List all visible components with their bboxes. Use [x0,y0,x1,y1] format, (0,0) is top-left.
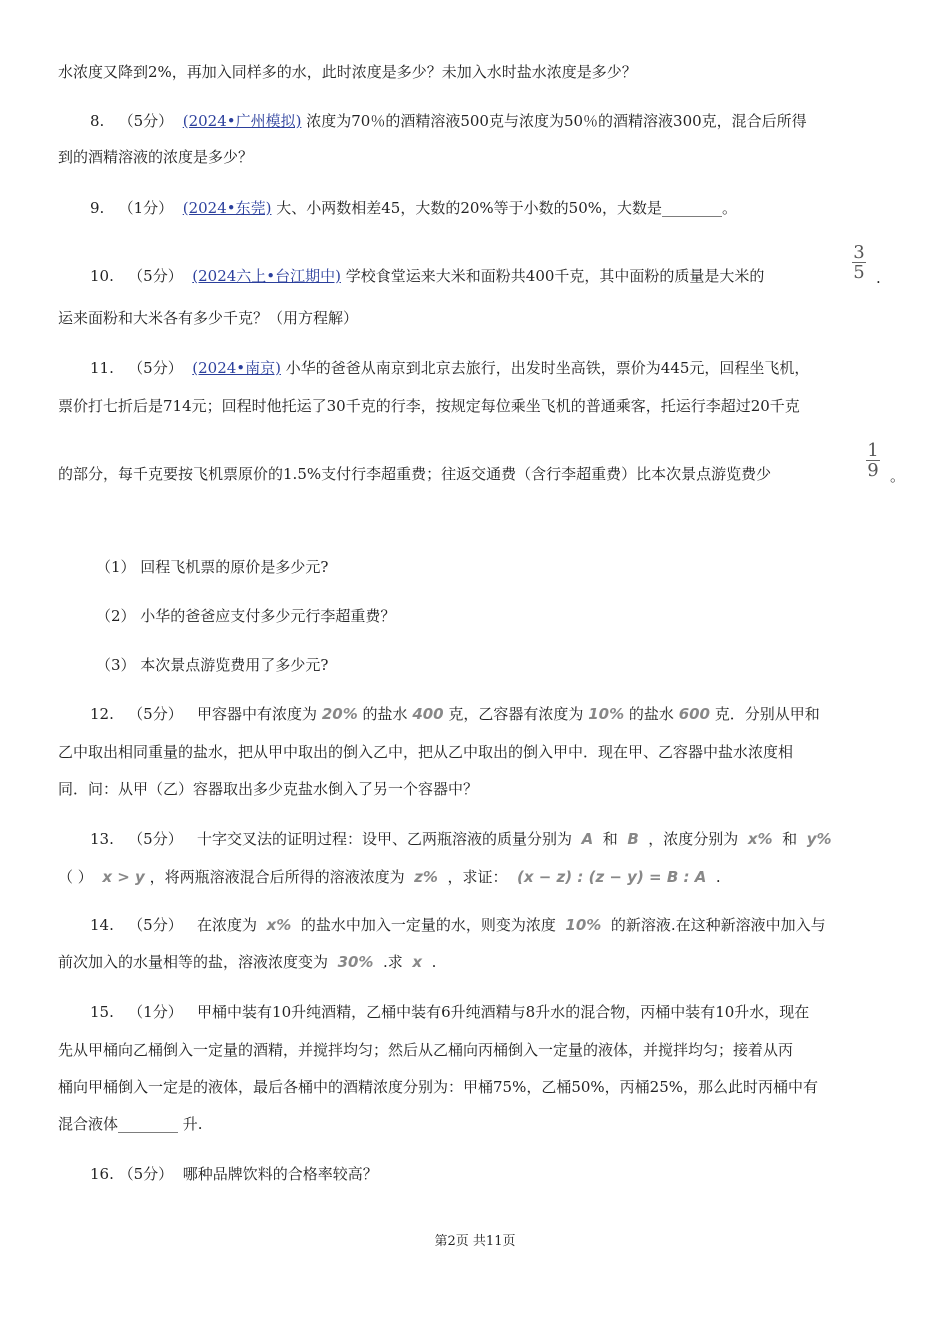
fraction-1-9 [866,442,880,479]
question-text: 甲桶中装有10升纯酒精，乙桶中装有6升纯酒精与8升水的混合物，丙桶中装有10升水，现在 [197,1003,810,1021]
math-term: y% [806,830,832,848]
score: （1分） [118,199,174,217]
punctuation: 。 [890,467,906,485]
question-text: 的盐水 [628,705,674,723]
source-link[interactable]: (2024•广州模拟) [182,112,302,130]
score: （5分） [128,705,183,723]
score: （5分） [128,916,183,934]
question-number: 12. [90,705,114,723]
source-link[interactable]: (2024六上•台江期中) [192,267,341,285]
question-text: 的盐水中加入一定量的水，则变为浓度 [300,916,556,934]
question-14 [90,915,826,935]
question-text: 在浓度为 [197,916,258,934]
question-number: 9. [90,199,105,217]
question-14-line2 [58,952,436,972]
math-equation: (x − z) : (z − y) = B : A [517,868,707,886]
question-text: 的新溶液.在这种新溶液中加入与 [610,916,826,934]
math-term: x > y [102,868,145,886]
question-text: 大、小两数相差45，大数的20%等于小数的50%，大数是________。 [276,199,738,217]
denominator: 5 [853,262,865,283]
score: （5分） [128,359,183,377]
math-term: B [627,830,639,848]
question-16 [90,1164,378,1184]
answer-blank[interactable]: （ ） [58,868,93,886]
question-9 [90,198,737,218]
question-11-line2: 票价打七折后是714元；回程时他托运了30千克的行李，按规定每位乘坐飞机的普通乘客，托运行李超过20千克 [58,397,800,415]
question-text: 学校食堂运来大米和面粉共400千克，其中面粉的质量是大米的 [345,267,765,285]
question-text: ，求证： [447,868,508,886]
question-10-line2: 运来面粉和大米各有多少千克？（用方程解） [58,309,359,327]
math-term: 600 [678,705,710,723]
question-15-line4: 混合液体________ 升. [58,1115,203,1133]
question-13-line2 [58,867,721,887]
math-term: x [412,953,423,971]
question-text: 浓度为70％的酒精溶液500克与浓度为50％的酒精溶液300克，混合后所得 [306,112,807,130]
question-12-line2: 乙中取出相同重量的盐水，把从甲中取出的倒入乙中，把从乙中取出的倒入甲中．现在甲、乙容器中盐水浓度相 [58,743,794,761]
question-8-line2: 到的酒精溶液的浓度是多少？ [58,148,254,166]
numerator: 3 [853,242,865,263]
question-text: 小华的爸爸从南京到北京去旅行，出发时坐高铁，票价为445元，回程坐飞机， [285,359,810,377]
question-text: 克．分别从甲和 [714,705,820,723]
score: （5分） [128,267,183,285]
question-text: ，将两瓶溶液混合后所得的溶液浓度为 [149,868,405,886]
question-10 [90,266,764,286]
fraction-3-5 [852,244,866,281]
question-15-line2: 先从甲桶向乙桶倒入一定量的酒精，并搅拌均匀；然后从乙桶向丙桶倒入一定量的液体，并搅拌均匀；接着从丙 [58,1041,794,1059]
question-number: 16. [90,1165,114,1183]
punctuation: . [876,269,881,287]
question-15-line3: 桶向甲桶倒入一定是的液体，最后各桶中的酒精浓度分别为：甲桶75%，乙桶50%，丙桶25%，那么此时丙桶中有 [58,1078,819,1096]
question-15 [90,1002,809,1022]
math-term: x% [747,830,773,848]
question-text: 克，乙容器有浓度为 [448,705,584,723]
math-term: 400 [412,705,444,723]
sub-question-1: （1） 回程飞机票的原价是多少元? [96,558,329,576]
question-text: .求 [383,953,403,971]
sub-question-3: （3） 本次景点游览费用了多少元? [96,656,329,674]
score: （5分） [128,830,183,848]
math-term: x% [266,916,292,934]
math-term: 20% [321,705,358,723]
question-12-line3: 同．问：从甲（乙）容器取出多少克盐水倒入了另一个容器中？ [58,780,479,798]
source-link[interactable]: (2024•南京) [192,359,281,377]
question-text: 前次加入的水量相等的盐，溶液浓度变为 [58,953,329,971]
score: （5分） [118,1165,174,1183]
score: （5分） [118,112,174,130]
punctuation: . [431,953,437,971]
math-term: z% [414,868,438,886]
question-number: 10. [90,267,114,285]
math-term: A [581,830,594,848]
numerator: 1 [867,440,879,461]
question-text: 十字交叉法的证明过程：设甲、乙两瓶溶液的质量分别为 [197,830,573,848]
math-term: 30% [337,953,374,971]
punctuation: . [715,868,721,886]
math-term: 10% [565,916,602,934]
sub-question-2: （2） 小华的爸爸应支付多少元行李超重费？ [96,607,396,625]
question-number: 8. [90,112,105,130]
question-text: 甲容器中有浓度为 [197,705,318,723]
source-link[interactable]: (2024•东莞) [182,199,272,217]
question-text: 和 [602,830,618,848]
question-text: 的盐水 [362,705,408,723]
question-text: ，浓度分别为 [648,830,739,848]
page-footer: 第2页 共11页 [434,1234,516,1249]
text-line: 水浓度又降到2%，再加入同样多的水，此时浓度是多少？未加入水时盐水浓度是多少？ [58,63,637,81]
question-number: 15. [90,1003,114,1021]
question-text: 哪种品牌饮料的合格率较高？ [182,1165,378,1183]
question-number: 11. [90,359,114,377]
question-text: 和 [782,830,798,848]
math-term: 10% [588,705,625,723]
question-11-line3: 的部分，每千克要按飞机票原价的1.5%支付行李超重费；往返交通费（含行李超重费）比本次景点游览费少 [58,465,772,483]
question-number: 14. [90,916,114,934]
question-12 [90,704,820,724]
question-13 [90,829,832,849]
question-number: 13. [90,830,114,848]
denominator: 9 [867,460,879,481]
score: （1分） [128,1003,183,1021]
question-8 [90,111,807,131]
question-11 [90,358,809,378]
